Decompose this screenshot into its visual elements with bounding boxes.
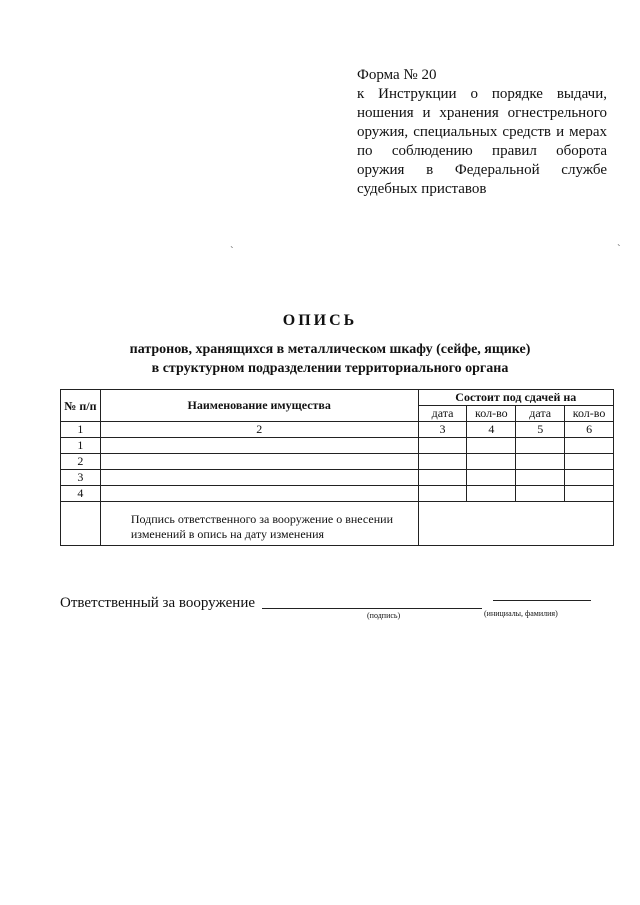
date-cell bbox=[418, 470, 467, 486]
date-cell bbox=[516, 454, 565, 470]
inventory-table bbox=[60, 389, 614, 546]
header-handover-group: Состоит под сдачей на bbox=[418, 390, 613, 406]
table-row bbox=[61, 470, 614, 486]
signature-note: Подпись ответственного за вооружение о внесении изменений в опись на дату изменения bbox=[100, 502, 418, 546]
qty-cell bbox=[565, 470, 614, 486]
column-number: 3 bbox=[418, 422, 467, 438]
header-item-name: Наименование имущества bbox=[100, 390, 418, 422]
date-cell bbox=[516, 470, 565, 486]
qty-cell bbox=[467, 486, 516, 502]
item-name-cell bbox=[100, 438, 418, 454]
date-cell bbox=[418, 454, 467, 470]
document-subtitle bbox=[100, 340, 560, 378]
item-name-cell bbox=[100, 470, 418, 486]
signature-line bbox=[262, 608, 482, 609]
header-number: № п/п bbox=[61, 390, 101, 422]
scan-mark-left: ˋ bbox=[230, 245, 234, 257]
row-number: 1 bbox=[61, 438, 101, 454]
form-header bbox=[357, 66, 607, 199]
qty-cell bbox=[467, 454, 516, 470]
subheader-qty-1: кол-во bbox=[467, 406, 516, 422]
document-title: ОПИСЬ bbox=[282, 312, 358, 329]
date-cell bbox=[516, 486, 565, 502]
column-number: 1 bbox=[61, 422, 101, 438]
qty-cell bbox=[565, 486, 614, 502]
date-cell bbox=[516, 438, 565, 454]
column-number: 4 bbox=[467, 422, 516, 438]
qty-cell bbox=[467, 470, 516, 486]
date-cell bbox=[418, 486, 467, 502]
subheader-date-2: дата bbox=[516, 406, 565, 422]
item-name-cell bbox=[100, 454, 418, 470]
item-name-cell bbox=[100, 486, 418, 502]
column-number: 6 bbox=[565, 422, 614, 438]
qty-cell bbox=[565, 438, 614, 454]
column-number: 5 bbox=[516, 422, 565, 438]
subtitle-line-2: в структурном подразделении территориального органа bbox=[151, 361, 509, 376]
row-number: 3 bbox=[61, 470, 101, 486]
subtitle-line-1: патронов, хранящихся в металлическом шкафу (сейфе, ящике) bbox=[129, 342, 531, 357]
name-caption: (инициалы, фамилия) bbox=[484, 609, 558, 618]
scan-mark-right: ˋ bbox=[617, 243, 621, 255]
form-note: к Инструкции о порядке выдачи, ношения и хранения огнестрельного оружия, специальных средств и мерах по соблюдению правил оборота оружия в Федеральной службе судебных приставов bbox=[357, 86, 607, 197]
responsible-label: Ответственный за вооружение bbox=[60, 595, 256, 611]
signature-row bbox=[61, 502, 614, 546]
signature-blank-cell bbox=[61, 502, 101, 546]
qty-cell bbox=[565, 454, 614, 470]
date-cell bbox=[418, 438, 467, 454]
subheader-date-1: дата bbox=[418, 406, 467, 422]
signature-caption: (подпись) bbox=[367, 611, 401, 620]
form-number: Форма № 20 bbox=[357, 67, 437, 83]
table-row bbox=[61, 454, 614, 470]
qty-cell bbox=[467, 438, 516, 454]
row-number: 2 bbox=[61, 454, 101, 470]
subheader-qty-2: кол-во bbox=[565, 406, 614, 422]
signature-value-cell bbox=[418, 502, 613, 546]
row-number: 4 bbox=[61, 486, 101, 502]
table-row bbox=[61, 438, 614, 454]
table-row bbox=[61, 486, 614, 502]
column-number: 2 bbox=[100, 422, 418, 438]
name-line bbox=[493, 600, 591, 601]
